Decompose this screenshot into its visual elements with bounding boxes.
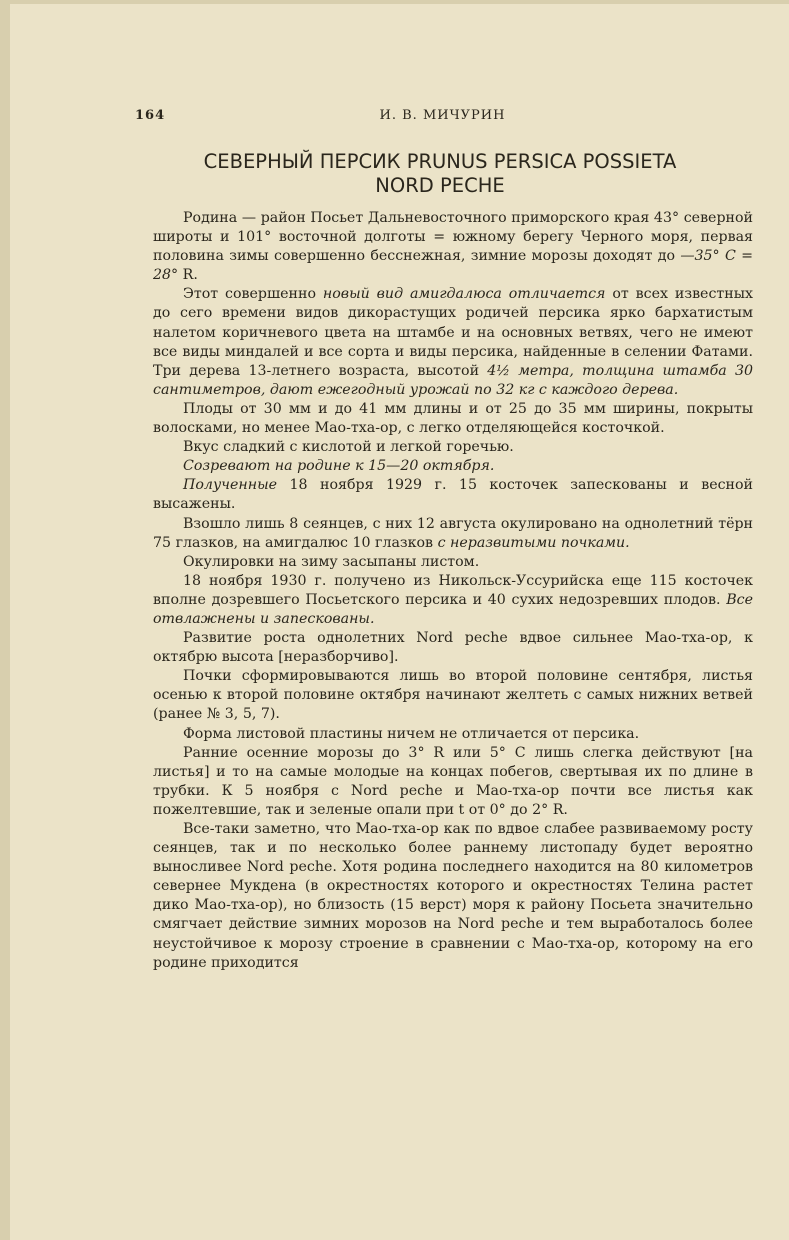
paragraph-buds: Почки сформировываются лишь во второй половине сентября, листья осенью к второй половине октября начинают желтеть с самых нижних ветвей (ранее № 3, 5, 7). [153, 668, 753, 723]
running-head: И. В. МИЧУРИН [379, 108, 506, 123]
paragraph-leaf-shape: Форма листовой пластины ничем не отличается от персика. [183, 725, 640, 742]
paragraph-description [153, 285, 753, 400]
italic-span: Полученные [183, 477, 278, 494]
paragraph-seedlings [153, 515, 753, 553]
paragraph-fruits: Плоды от 30 мм и до 41 мм длины и от 25 до 35 мм ширины, покрыты волосками, но менее Мао-тха-ор, с легко отделяющейся косточкой. [153, 400, 753, 437]
title-line-2: NORD PECHE [375, 174, 505, 197]
paragraph-ripening [153, 457, 753, 476]
text-span: Родина — район Посьет Дальневосточного приморского края 43° северной широты и 101° восточной долготы = южному берегу Черного моря, первая половина зимы совершенно бесснежная, зимние морозы доходят до [153, 210, 753, 265]
paragraph-growth: Развитие роста однолетних Nord peche вдвое сильнее Мао-тха-ор, к октябрю высота [неразборчиво]. [153, 630, 753, 666]
text-span: R. [178, 267, 198, 284]
paragraph-1930 [153, 572, 753, 629]
italic-span: Созревают на родине к 15—20 октября. [183, 458, 495, 475]
italic-span: с неразвитыми почками. [437, 534, 630, 551]
italic-span: 4½ метра, толщина штамба 30 сантиметров, дают ежегодный урожай по 32 кг с каждого дерева. [153, 362, 753, 398]
article-title [130, 150, 750, 198]
page-number: 164 [135, 108, 166, 123]
text-span: 18 ноября 1929 г. 15 косточек запескованы и весной высажены. [153, 477, 753, 513]
italic-span: Все отвлажнены и запескованы. [153, 591, 753, 627]
italic-span: новый вид амигдалюса отличается [322, 286, 606, 303]
paragraph-frosts: Ранние осенние морозы до 3° R или 5° C лишь слегка действуют [на листья] и то на самые молодые на концах побегов, свертывая их по длине в трубки. К 5 ноября с Nord peche и Мао-тха-ор почти все листья как пожелтевшие, так и зеленые опали при t от 0° до 2° R. [153, 744, 753, 818]
page-header [135, 108, 750, 130]
title-line-1: СЕВЕРНЫЙ ПЕРСИК PRUNUS PERSICA POSSIETA [203, 150, 677, 173]
paragraph-grafts: Окулировки на зиму засыпаны листом. [183, 553, 480, 570]
text-span: Этот совершенно [183, 286, 323, 303]
italic-span: —35° C = 28° [153, 248, 753, 284]
article-body [153, 209, 753, 973]
text-span: от всех известных до сего времени видов дикорастущих родичей персика ярко бархатистым налетом коричневого цвета на штамбе и на основных ветвях, чего не имеют все виды миндалей и все сорта и виды персика, найденные в селении Фатами. Три дерева 13-летнего возраста, высотой [153, 286, 753, 379]
text-span: Взошло лишь 8 сеянцев, с них 12 августа окулировано на однолетний тёрн 75 глазков, на амигдалюс 10 глазков [153, 515, 753, 551]
paragraph-taste: Вкус сладкий с кислотой и легкой горечью. [183, 439, 514, 456]
paragraph-received [153, 476, 753, 514]
paragraph-comparison: Все-таки заметно, что Мао-тха-ор как по вдвое слабее развиваемому росту сеянцев, так и по несколько более раннему листопаду будет вероятно выносливее Nord peche. Хотя родина последнего находится на 80 километров севернее Мукдена (в окрестностях которого и окрестностях Телина растет дико Мао-тха-ор), но близость (15 верст) моря к району Посьета значительно смягчает действие зимних морозов на Nord peche и тем выработалось более неустойчивое к морозу строение в сравнении с Мао-тха-ор, которому на его родине приходится [153, 821, 753, 971]
paragraph-origin [153, 209, 753, 285]
text-span: 18 ноября 1930 г. получено из Никольск-Уссурийска еще 115 косточек вполне дозревшего Посьетского персика и 40 сухих недозревших плодов. [153, 572, 753, 608]
